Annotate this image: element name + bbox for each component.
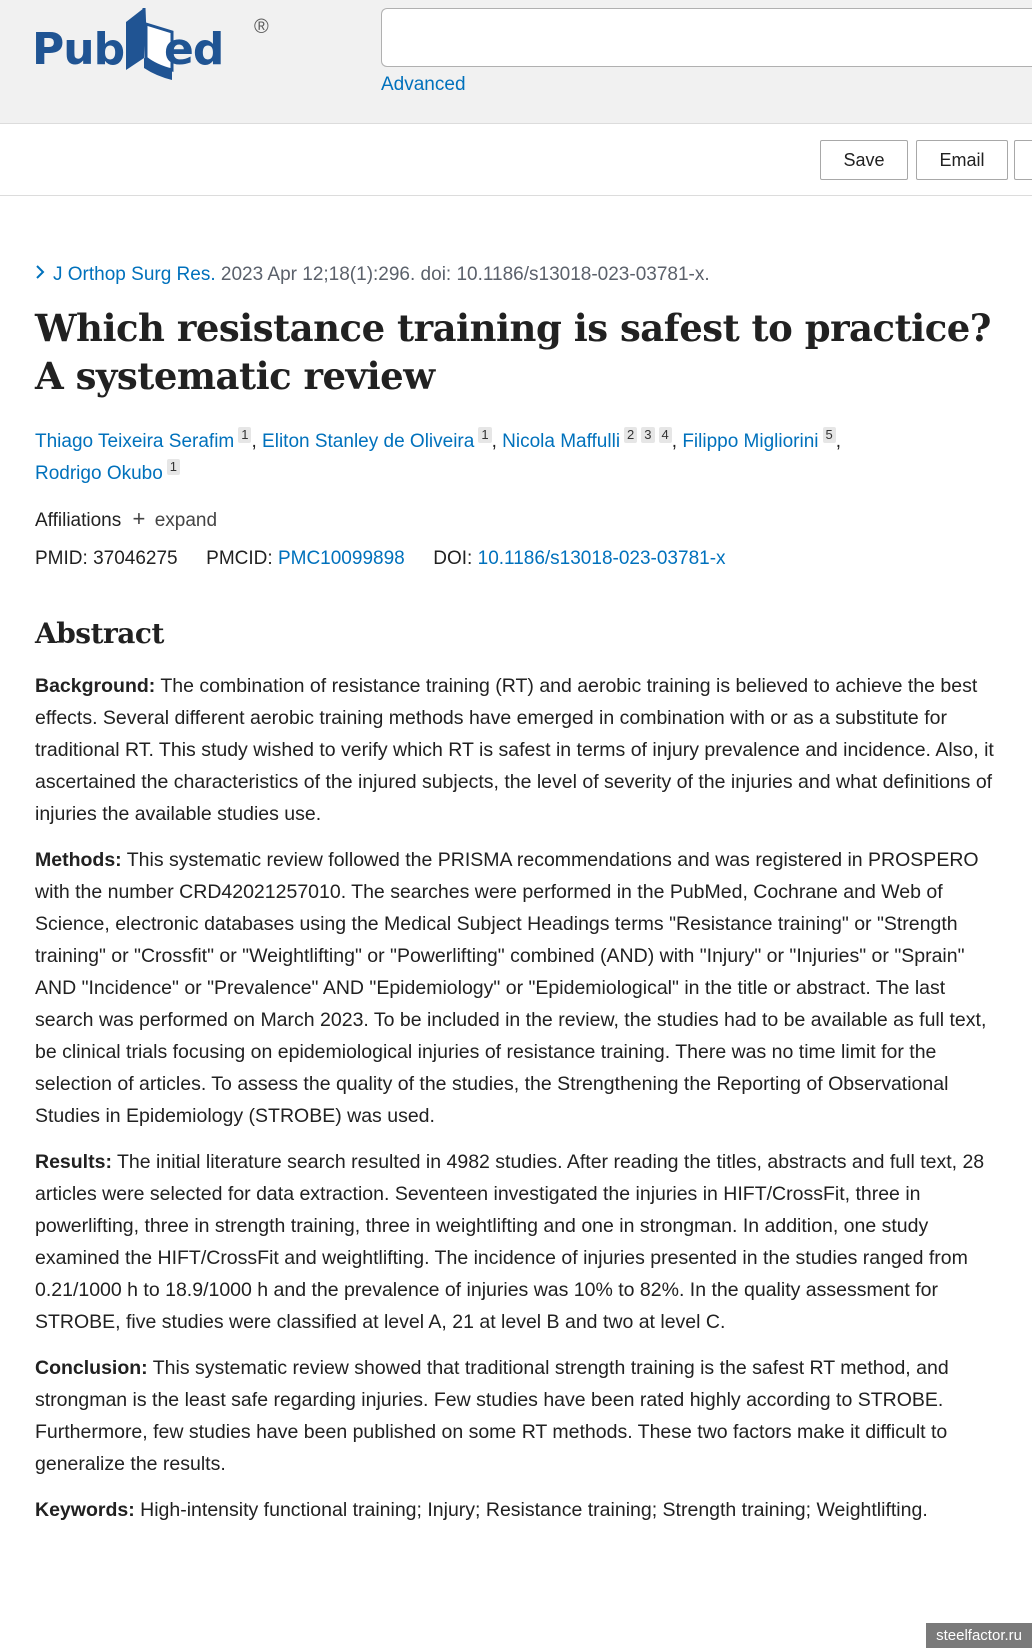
methods-label: Methods: <box>35 849 122 871</box>
background-label: Background: <box>35 675 156 697</box>
email-button[interactable]: Email <box>916 140 1008 180</box>
affiliation-ref[interactable]: 1 <box>478 427 491 443</box>
affiliations-label: Affiliations <box>35 510 122 531</box>
author-link[interactable]: Eliton Stanley de Oliveira <box>262 431 475 452</box>
keywords <box>35 1494 995 1526</box>
chevron-right-icon[interactable] <box>35 260 45 290</box>
affiliation-ref[interactable]: 3 <box>641 427 654 443</box>
conclusion-text: This systematic review showed that traditional strength training is the safest RT method, and strongman is the least safe regarding injuries. Few studies have been rated highly according to STROBE. Furthermore, few studies have been published on some RT methods. These two factors make it difficult to generalize the results. <box>35 1357 949 1475</box>
logo-pub: Pub <box>32 24 125 75</box>
advanced-search-link[interactable]: Advanced <box>381 74 466 95</box>
affiliation-ref[interactable]: 2 <box>624 427 637 443</box>
affiliation-ref[interactable]: 4 <box>659 427 672 443</box>
citation-line <box>35 260 995 290</box>
author-link[interactable]: Filippo Migliorini <box>682 431 819 452</box>
pmid-value: 37046275 <box>93 548 178 569</box>
background-text: The combination of resistance training (RT) and aerobic training is believed to achieve the best effects. Several different aerobic training methods have emerged in combination with or as a substitute for traditional RT. This study wished to verify which RT is safest in terms of injury prevalence and incidence. Also, it ascertained the characteristics of the injured subjects, the level of severity of the injuries and what definitions of injuries the available studies use. <box>35 675 994 825</box>
doi-link[interactable]: 10.1186/s13018-023-03781-x <box>477 548 726 569</box>
watermark: steelfactor.ru <box>926 1623 1032 1648</box>
plus-icon: + <box>132 506 146 531</box>
search-input[interactable] <box>381 8 1032 67</box>
pmcid-link[interactable]: PMC10099898 <box>277 548 405 569</box>
logo-med: ed <box>164 24 224 75</box>
pubmed-logo[interactable] <box>32 4 282 84</box>
affiliation-ref[interactable]: 1 <box>238 427 251 443</box>
page-title: Which resistance training is safest to practice? A systematic review <box>35 306 991 398</box>
action-bar <box>0 124 1032 196</box>
author-link[interactable]: Thiago Teixeira Serafim <box>35 431 235 452</box>
keywords-label: Keywords: <box>35 1499 135 1521</box>
abstract-conclusion <box>35 1352 995 1480</box>
pmcid-label: PMCID: <box>206 548 273 569</box>
results-text: The initial literature search resulted in 4982 studies. After reading the titles, abstracts and full text, 28 articles were selected for data extraction. Seventeen investigated the injuries in HIFT/CrossFit, three in powerlifting, three in strength training, three in weightlifting and one in strongman. In addition, one study examined the HIFT/CrossFit and weightlifting. The incidence of injuries presented in the studies ranged from 0.21/1000 h to 18.9/1000 h and the prevalence of injuries was 10% to 82%. In the quality assessment for STROBE, five studies were classified at level A, 21 at level B and two at level C. <box>35 1151 985 1333</box>
affiliation-ref[interactable]: 1 <box>167 459 180 475</box>
affiliations-toggle[interactable] <box>35 504 995 536</box>
logo-registered: ® <box>254 16 269 38</box>
expand-label[interactable]: expand <box>154 510 218 531</box>
abstract-heading: Abstract <box>35 617 164 650</box>
conclusion-label: Conclusion: <box>35 1357 148 1379</box>
keywords-text: High-intensity functional training; Injury; Resistance training; Strength training; Weightlifting. <box>140 1499 928 1521</box>
pmid-label: PMID: <box>35 548 88 569</box>
author-list: Thiago Teixeira Serafim 1 , Eliton Stanley de Oliveira 1 , Nicola Maffulli 2 3 4 , Filippo Migliorini 5 , Rodrigo Okubo 1 <box>35 427 842 484</box>
article-content <box>35 260 995 1526</box>
results-label: Results: <box>35 1151 112 1173</box>
abstract-methods <box>35 844 995 1132</box>
doi-label: DOI: <box>433 548 473 569</box>
journal-link[interactable]: J Orthop Surg Res. <box>53 264 216 285</box>
abstract-background <box>35 670 995 830</box>
abstract-results <box>35 1146 995 1338</box>
more-actions-button[interactable] <box>1014 140 1032 180</box>
author-link[interactable]: Rodrigo Okubo <box>35 463 163 484</box>
affiliation-ref[interactable]: 5 <box>823 427 836 443</box>
citation-details: 2023 Apr 12;18(1):296. doi: 10.1186/s13018-023-03781-x. <box>220 264 710 285</box>
header-bar <box>0 0 1032 124</box>
methods-text: This systematic review followed the PRISMA recommendations and was registered in PROSPERO with the number CRD42021257010. The searches were performed in the PubMed, Cochrane and Web of Science, electronic databases using the Medical Subject Headings terms "Resistance training" or "Strength training" or "Crossfit" or "Weightlifting" or "Powerlifting" combined (AND) with "Injury" or "Injuries" or "Sprain" AND "Incidence" or "Prevalence" AND "Epidemiology" or "Epidemiological" in the title or abstract. The last search was performed on March 2023. To be included in the review, the studies had to be available as full text, be clinical trials focusing on epidemiological injuries of resistance training. There was no time limit for the selection of articles. To assess the quality of the studies, the Strengthening the Reporting of Observational Studies in Epidemiology (STROBE) was used. <box>35 849 987 1127</box>
save-button[interactable]: Save <box>820 140 908 180</box>
identifiers-row <box>35 544 995 574</box>
author-link[interactable]: Nicola Maffulli <box>502 431 621 452</box>
